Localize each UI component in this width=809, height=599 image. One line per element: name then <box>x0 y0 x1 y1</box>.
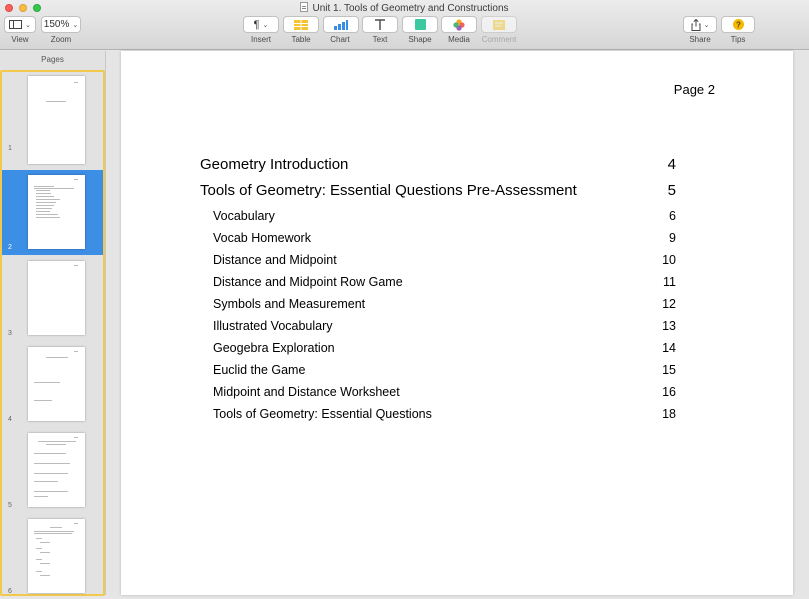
toc-entry-page: 16 <box>662 385 676 399</box>
tips-icon <box>733 19 744 30</box>
zoom-select[interactable] <box>41 16 81 33</box>
toc-entry-title: Illustrated Vocabulary <box>213 319 333 333</box>
toc-entry[interactable] <box>200 252 676 274</box>
toc-entry-title: Distance and Midpoint <box>213 253 337 267</box>
toc-entry-page: 5 <box>667 182 676 199</box>
pages-sidebar <box>0 51 106 595</box>
view-label: View <box>11 35 29 44</box>
page-number: 3 <box>8 330 12 337</box>
share-label: Share <box>689 35 711 44</box>
toc-entry-title: Euclid the Game <box>213 363 306 377</box>
tips-button[interactable] <box>721 16 755 33</box>
page-thumbnail-1[interactable] <box>2 71 103 156</box>
toc-entry[interactable] <box>200 362 676 384</box>
toc-entry-title: Geometry Introduction <box>200 156 349 173</box>
share-button[interactable] <box>683 16 717 33</box>
chevron-down-icon: ⌄ <box>25 21 31 29</box>
page-thumbnail-image <box>28 261 85 335</box>
insert-button[interactable] <box>243 16 279 33</box>
toc-entry-page: 14 <box>662 341 676 355</box>
table-icon <box>294 20 308 30</box>
toc-entry[interactable] <box>200 406 676 428</box>
page-header-label: Page 2 <box>673 82 715 97</box>
sidebar-icon <box>9 20 22 29</box>
toc-entry[interactable] <box>200 340 676 362</box>
page-thumbnail-3[interactable] <box>2 256 103 341</box>
toc-entry-title: Tools of Geometry: Essential Questions Pre-Assessment <box>200 182 577 199</box>
toc-entry-page: 12 <box>662 297 676 311</box>
view-button[interactable] <box>4 16 36 33</box>
toc-entry-title: Midpoint and Distance Worksheet <box>213 385 400 399</box>
toc-entry-page: 9 <box>669 231 676 245</box>
chevron-down-icon: ⌄ <box>72 21 79 29</box>
shape-button[interactable] <box>402 16 438 33</box>
toc-entry-page: 6 <box>669 209 676 223</box>
comment-button[interactable] <box>481 16 517 33</box>
window-title-text: Unit 1. Tools of Geometry and Constructions <box>312 3 509 14</box>
toc-entry[interactable] <box>200 156 676 182</box>
toc-entry-title: Symbols and Measurement <box>213 297 366 311</box>
zoom-value: 150% <box>43 19 70 30</box>
toc-entry[interactable] <box>200 384 676 406</box>
zoom-label: Zoom <box>50 35 72 44</box>
page-number: 1 <box>8 145 12 152</box>
page-number: 6 <box>8 588 12 595</box>
page-thumbnail-image <box>28 519 85 593</box>
page-thumbnail-image <box>28 433 85 507</box>
page-thumbnail-image <box>28 347 85 421</box>
media-button[interactable] <box>441 16 477 33</box>
page-number: 4 <box>8 416 12 423</box>
toc-entry-page: 4 <box>667 156 676 173</box>
insert-label: Insert <box>250 35 271 44</box>
toc-entry-title: Distance and Midpoint Row Game <box>213 275 403 289</box>
toolbar <box>0 0 809 50</box>
page-thumbnail-image <box>28 76 85 164</box>
shape-icon <box>415 19 426 30</box>
paragraph-icon: ¶ <box>253 18 260 31</box>
share-icon <box>691 19 701 31</box>
page-number: 2 <box>8 244 12 251</box>
toc-entry-title: Vocabulary <box>213 209 275 223</box>
text-label: Text <box>372 35 388 44</box>
text-button[interactable] <box>362 16 398 33</box>
page-thumbnail-4[interactable] <box>2 342 103 427</box>
shape-label: Shape <box>408 35 432 44</box>
tips-label: Tips <box>730 35 746 44</box>
chevron-down-icon: ⌄ <box>262 21 269 29</box>
toc-entry[interactable] <box>200 296 676 318</box>
toc-entry-page: 15 <box>662 363 676 377</box>
page-thumbnail-5[interactable] <box>2 428 103 513</box>
media-label: Media <box>448 35 470 44</box>
document-icon <box>300 2 308 12</box>
chart-button[interactable] <box>323 16 359 33</box>
chevron-down-icon: ⌄ <box>703 21 710 29</box>
page-thumbnail-2[interactable] <box>2 170 103 255</box>
page-number: 5 <box>8 502 12 509</box>
window-title <box>0 2 809 14</box>
sidebar-header: Pages <box>41 55 64 64</box>
toc-entry-title: Tools of Geometry: Essential Questions <box>213 407 432 421</box>
document-canvas[interactable] <box>106 51 809 595</box>
toc-entry-page: 13 <box>662 319 676 333</box>
chart-icon <box>334 20 348 30</box>
toc-entry-page: 10 <box>662 253 676 267</box>
comment-icon <box>493 20 505 30</box>
toc-entry[interactable] <box>200 318 676 340</box>
toc-entry[interactable] <box>200 182 676 208</box>
toc-entry-title: Vocab Homework <box>213 231 311 245</box>
media-icon <box>453 19 465 31</box>
text-icon <box>375 19 385 30</box>
chart-label: Chart <box>330 35 350 44</box>
toc-entry[interactable] <box>200 208 676 230</box>
page-thumbnail-image <box>28 175 85 249</box>
comment-label: Comment <box>481 35 517 44</box>
toc-entry-page: 18 <box>662 407 676 421</box>
document-page[interactable] <box>121 51 793 595</box>
toc-entry[interactable] <box>200 230 676 252</box>
table-button[interactable] <box>283 16 319 33</box>
svg-text:?: ? <box>735 20 741 30</box>
table-label: Table <box>291 35 311 44</box>
toc-entry[interactable] <box>200 274 676 296</box>
toc-entry-page: 11 <box>663 275 676 289</box>
page-thumbnail-6[interactable] <box>2 514 103 599</box>
table-of-contents <box>200 156 676 428</box>
toc-entry-title: Geogebra Exploration <box>213 341 335 355</box>
